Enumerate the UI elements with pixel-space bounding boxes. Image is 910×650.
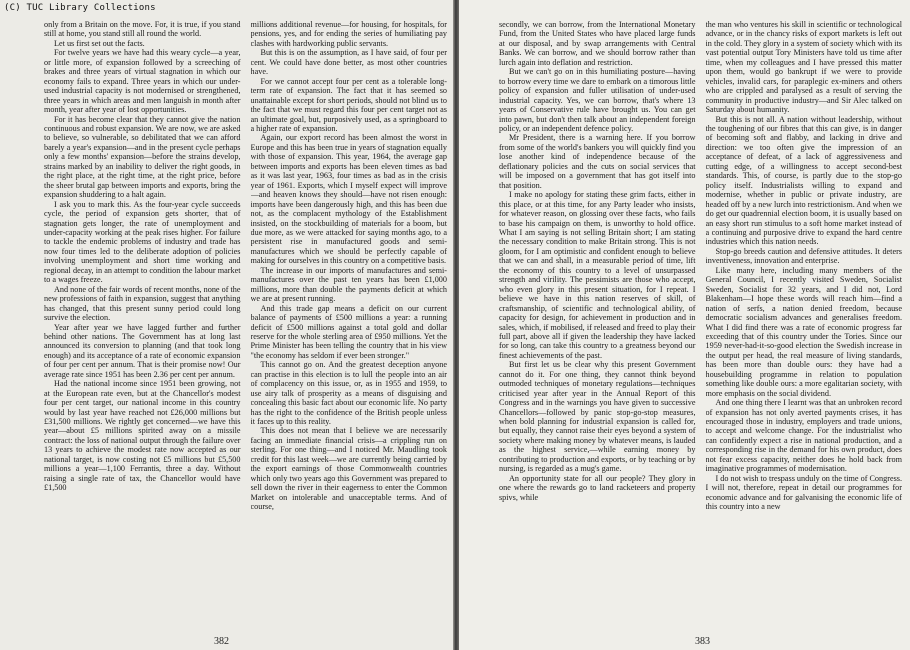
- paragraph: An opportunity state for all our people? They glory in one where the rewards go to land racketeers and property spivs, while: [499, 473, 696, 502]
- paragraph: only from a Britain on the move. For, it is true, if you stand still at home, you stand still all round the world.: [44, 20, 241, 39]
- right-page-column-1: [499, 20, 696, 628]
- paragraph: Again, our export record has been almost the worst in Europe and this has been true in years of stagnation equally with those of expansion. This year, 1964, the average gap between imports and exports has been eleven times as bad as it was last year, 1963, four times as bad as in the crisis year of 1961. Exports, which I myself expect will improve—and heaven knows they should—have not risen enough: imports have been dangerously high, and this has been due not, as the complacent mythology of the Establishment insisted, on the stockbuilding of materials for a boom, but due more, as we were attacked for saying months ago, to a persistent rise in manufactured goods and semi-manufactures which we should be perfectly capable of making for ourselves in this country on a competitive basis.: [250, 133, 447, 266]
- left-page-column-2: [251, 20, 448, 628]
- paragraph: Year after year we have lagged further and further behind other nations. The Government has at long last announced its conversion to planning (and that took long enough) and its acceptance of a rate of economic expansion of four per cent per annum. That is their promise now! Our average rate since 1951 has been 2.36 per cent per annum.: [44, 322, 241, 379]
- paragraph: For we cannot accept four per cent as a tolerable long-term rate of expansion. The fact that it has seemed so unattainable except for short periods, should not blind us to the fact that we must regard this four per cent target not as an ultimate goal, but, purposively used, as a springboard to a higher rate of expansion.: [250, 76, 447, 133]
- paragraph: secondly, we can borrow, from the International Monetary Fund, from the United States who have placed large funds at our disposal, and by swap arrangements with Central Banks. We can borrow, and we should borrow rather than lurch again into deflation and restriction.: [499, 20, 696, 67]
- paragraph: Let us first set out the facts.: [54, 38, 145, 48]
- paragraph: Stop-go breeds caution and defensive attitudes. It deters inventiveness, innovation and enterprise.: [705, 246, 902, 266]
- paragraph: This cannot go on. And the greatest deception anyone can practise in this election is to lull the people into an air of complacency on this issue, or, as in 1955 and 1959, to use airy talk of prosperity as a means of disguising and concealing this basic fact about our economic life. No party has the right to the confidence of the British people unless it faces up to this reality.: [250, 360, 447, 427]
- paragraph: The increase in our imports of manufactures and semi-manufactures over the past ten years has been £1,000 millions, more than double the payments deficit at which we are at present running.: [250, 265, 447, 304]
- left-page-column-1: [44, 20, 241, 628]
- page-number-left: 382: [214, 636, 229, 647]
- paragraph: the man who ventures his skill in scientific or technological advance, or in the chancy risks of export markets is left out in the cold. They glory in a system of society which with its vast potential output Tory Ministers have told us time after time, when my colleagues and I have pressed this matter upon them, would go bankrupt if we were to provide vehicles, invalid cars, for paraplegic ex-miners and others who are crippled and paralysed as a result of serving the community in productive industry—and Sir Alec talked on Saturday about humanity.: [705, 20, 902, 115]
- paragraph: Like many here, including many members of the General Council, I recently visited Sweden, Socialist Sweden, Socialist for 32 years, and I did not, Lord Blakenham—I hope these words will reach him—find a nation of serfs, a nation denied freedom, because democratic socialism advances and generalises freedom. What I did find there was a rate of economic progress far exceeding that of this country under the Tories. Since our 1959 never-had-it-so-good election the Swedish increase in the output per head, the real measure of living standards, has been more than double ours: they have had a housebuilding programme in relation to population something like double ours: a more egalitarian society, with more emphasis on the social dividend.: [705, 265, 902, 398]
- paragraph: And none of the fair words of recent months, none of the new professions of faith in expansion, suggest that anything has changed, that this present sunny period could long survive the election.: [44, 284, 241, 323]
- paragraph: But first let us be clear why this present Government cannot do it. For one thing, they cannot think beyond outmoded techniques of monetary regulations—techniques criticised year after year in the Annual Report of this Congress and in the warnings you have given to successive Chancellors—followed by panic stop-go-stop measures, when bold planning for industrial expansion is called for, but equally, they cannot raise their eyes beyond a system of society where making money by whatever means, is lauded as the highest service,—while earning money by contributing to production and exports, or by teaching or by nursing, is regarded as a mug's game.: [499, 360, 696, 474]
- paragraph: And this trade gap means a deficit on our current balance of payments of £500 millions a year: a running deficit of £500 millions against a total gold and dollar reserve for the whole sterling area of £950 millions. Yet the Prime Minister has been telling the country that in his view "the economy has seldom if ever been stronger.": [250, 303, 447, 360]
- paragraph: And one thing there I learnt was that an unbroken record of expansion has not only averted payments crises, it has encouraged those in industry, employers and trade unions, to accept and welcome change. For the industrialist who can confidently expect a rise in national production, and a corresponding rise in the demand for his own product, does not fear excess capacity, neither does he hold back from imaginative programmes of modernisation.: [705, 398, 902, 474]
- paragraph: Mr President, there is a warning here. If you borrow from some of the world's bankers you will quickly find you lose another kind of independence because of the deflationary policies and the cuts on social services that will be imposed on a government that has got itself into that position.: [499, 133, 696, 190]
- paragraph: This does not mean that I believe we are necessarily facing an immediate financial crisis—a crippling run on sterling. For one thing—and I noticed Mr. Maudling took credit for this last week—we are currently being carried by the export earnings of those Commonwealth countries which only two years ago this Government was prepared to sell down the river in their eagerness to enter the Common Market on intolerable and unacceptable terms. And of course,: [250, 426, 447, 512]
- paragraph: For it has become clear that they cannot give the nation continuous and robust expansion. We are now, we are asked to believe, so vulnerable, so debilitated that we can afford barely a year's expansion—and in the present cycle perhaps only a few months' expansion—before the strains develop, strains marked by an inability to deliver the right goods, in the right place, at the right time, at the right price, before the sheer brutal gap between imports and exports, bring the expansion shuddering to a halt again.: [44, 114, 241, 200]
- left-page: [0, 0, 453, 650]
- copyright-notice: (C) TUC Library Collections: [4, 3, 156, 13]
- paragraph: I make no apology for stating these grim facts, either in this place, or at this time, for any Party leader who insists, for whatever reason, on glossing over these facts, who fails to base his campaign on them, is unworthy to hold office. What I am saying is not selling Britain short; I am stating the necessary condition to make Britain strong. This is not gloom, for I am optimistic and confident enough to believe that we can and shall, in a measurable period of time, lift the economy of this country to a level of unsurpassed strength and virility. The pessimists are those who accept, who even glory in this present situation, for I repeat. I believe we have in this nation reserves of skill, of craftsmanship, of scientific and technological ability, of capacity for design, for achievement in production and in sales, which, if mobilised, if released and freed to play their full part, above all if given the leadership they have lacked for so long, can take this country to a greatness beyond our finest achievements of the past.: [499, 190, 696, 360]
- paragraph: Had the national income since 1951 been growing, not at the European rate even, but at the Chancellor's modest four per cent target, our national income in this country would by last year have reached not £26,000 millions but £31,500 millions. We rightly get concerned—we have this year—about £5 millions spirited away on a missile contract: the loss of national output through the failure over 13 years to achieve the modest rate now accepted as our national target, is now costing not £5 millions but £5,500 millions a year—1,100 Ferrantis, three a day. Without raising a single rate of tax, the Chancellor would have £1,500: [44, 379, 241, 493]
- paragraph: I ask you to mark this. As the four-year cycle succeeds cycle, the period of expansion gets shorter, that of stagnation gets longer, the rate of unemployment and under-capacity working at the peak rises higher. For failure to tackle the endemic problems of industry and trade has now four times led to the deliberate adoption of policies involving unemployment and short time working and regional decay, in an attempt to condition the labour market to a wages freeze.: [44, 199, 241, 285]
- paragraph: I do not wish to trespass unduly on the time of Congress. I will not, therefore, repeat in detail our programmes for economic advance and for galvanising the economic life of this country into a new: [705, 473, 902, 512]
- right-page-columns: [499, 20, 902, 628]
- page-number-right: 383: [695, 636, 710, 647]
- left-page-columns: [44, 20, 447, 628]
- right-page: [459, 0, 910, 650]
- paragraph: But we can't go on in this humiliating posture—having to borrow every time we dare to embark on a timorous little policy of expansion and fuller utilisation of under-used industrial capacity. Yes, we can borrow, that's where 13 years of Conservative rule have brought us. You can get into pawn, but don't then talk about an independent foreign policy, or an independent defence policy.: [499, 67, 696, 133]
- paragraph: But this is not all. A nation without leadership, without the toughening of our fibres that this can give, is in danger of becoming soft and flabby, and lacking in drive and direction: we too often give the impression of an acceptance of defeat, of a lack of aggressiveness and cutting edge, of a willingness to accept second-best standards. This, of course, is partly due to the stop-go policy itself. Industrialists willing to expand and modernise, whether in public or private industry, are headed off by a new lurch into restrictionism. And when we do get our quadrennial election boom, it is usually based on an easy short run stimulus to a soft home market instead of a continuing and purposive drive to expand the hard centre industries which this nation needs.: [705, 114, 902, 247]
- paragraph: But this is on the assumption, as I have said, of four per cent. We could have done better, as most other countries have.: [250, 48, 447, 77]
- right-page-column-2: [706, 20, 903, 628]
- paragraph: For twelve years we have had this weary cycle—a year, or little more, of expansion followed by a screeching of brakes and three years of virtual stagnation in which our economy fails to expand. Three years in which our under-used industrial capacity is not modernised or strengthened, three years in which areas and men languish in month after month, year after year of lost opportunities.: [44, 48, 241, 115]
- paragraph: millions additional revenue—for housing, for hospitals, for pensions, yes, and for ending the series of humiliating pay clashes with hardworking public servants.: [250, 20, 447, 48]
